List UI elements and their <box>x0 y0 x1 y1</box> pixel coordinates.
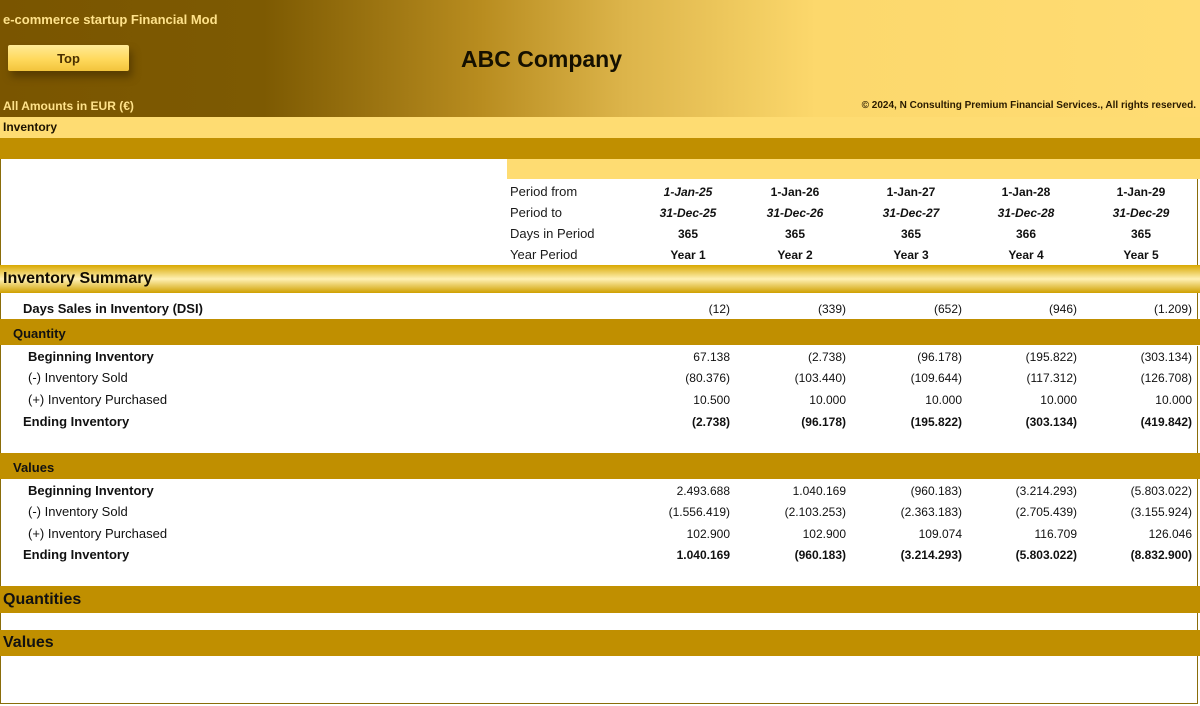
val-ending-y1: 1.040.169 <box>676 548 730 562</box>
values-bottom-title: Values <box>3 634 54 651</box>
qty-ending-y3: (195.822) <box>910 415 962 429</box>
dsi-label: Days Sales in Inventory (DSI) <box>23 301 203 316</box>
dsi-y2: (339) <box>817 302 846 316</box>
val-purchased-y5: 126.046 <box>1148 527 1192 541</box>
qty-sold-y2: (103.440) <box>794 371 846 385</box>
qty-beginning-y3: (96.178) <box>917 350 962 364</box>
val-beginning-y3: (960.183) <box>910 484 962 498</box>
col3-year: Year 3 <box>893 248 929 262</box>
val-beginning-label: Beginning Inventory <box>28 483 154 498</box>
col4-year: Year 4 <box>1008 248 1044 262</box>
val-sold-y2: (2.103.253) <box>784 505 846 519</box>
qty-ending-y4: (303.134) <box>1025 415 1077 429</box>
col3-days: 365 <box>900 227 922 241</box>
values-title: Values <box>13 460 55 475</box>
inventory-summary-title: Inventory Summary <box>3 270 153 287</box>
copyright-note: © 2024, N Consulting Premium Financial Services., All rights reserved. <box>861 100 1196 111</box>
top-button[interactable]: Top <box>8 45 129 71</box>
val-ending-label: Ending Inventory <box>23 547 130 562</box>
col4-days: 366 <box>1015 227 1037 241</box>
val-beginning-y5: (5.803.022) <box>1130 484 1192 498</box>
qty-sold-y3: (109.644) <box>910 371 962 385</box>
quantity-band <box>0 319 1200 345</box>
qty-sold-y4: (117.312) <box>1026 371 1077 385</box>
val-sold-y5: (3.155.924) <box>1130 505 1192 519</box>
col4-from: 1-Jan-28 <box>1001 185 1051 199</box>
year-label: Year Period <box>510 247 578 262</box>
qty-ending-y2: (96.178) <box>801 415 846 429</box>
qty-beginning-y5: (303.134) <box>1140 350 1192 364</box>
col5-year: Year 5 <box>1123 248 1159 262</box>
header-strip <box>507 159 1200 179</box>
val-sold-y3: (2.363.183) <box>900 505 962 519</box>
val-purchased-y3: 109.074 <box>918 527 962 541</box>
qty-sold-y5: (126.708) <box>1140 371 1192 385</box>
values-bottom-band <box>0 630 1200 656</box>
col1-days: 365 <box>677 227 699 241</box>
val-purchased-y2: 102.900 <box>802 527 846 541</box>
dsi-y4: (946) <box>1048 302 1077 316</box>
qty-purchased-y4: 10.000 <box>1040 393 1077 407</box>
qty-purchased-y2: 10.000 <box>809 393 846 407</box>
val-purchased-y4: 116.709 <box>1034 527 1077 541</box>
qty-beginning-y1: 67.138 <box>693 350 730 364</box>
val-ending-y5: (8.832.900) <box>1130 548 1192 562</box>
val-beginning-y2: 1.040.169 <box>792 484 846 498</box>
qty-purchased-y5: 10.000 <box>1155 393 1192 407</box>
inventory-summary-header <box>0 265 1200 293</box>
val-beginning-y4: (3.214.293) <box>1015 484 1077 498</box>
col2-from: 1-Jan-26 <box>770 185 820 199</box>
quantity-title: Quantity <box>13 326 66 341</box>
col5-from: 1-Jan-29 <box>1116 185 1166 199</box>
period-to-label: Period to <box>510 205 563 220</box>
val-purchased-y1: 102.900 <box>686 527 730 541</box>
period-from-label: Period from <box>510 184 578 199</box>
col1-to: 31-Dec-25 <box>659 206 717 220</box>
col2-year: Year 2 <box>777 248 813 262</box>
val-beginning-y1: 2.493.688 <box>676 484 730 498</box>
quantities-band <box>0 586 1200 613</box>
col3-to: 31-Dec-27 <box>882 206 940 220</box>
val-sold-label: (-) Inventory Sold <box>28 504 128 519</box>
col2-days: 365 <box>784 227 806 241</box>
qty-ending-label: Ending Inventory <box>23 414 130 429</box>
sheet-title-bar <box>0 117 1200 138</box>
col1-from: 1-Jan-25 <box>663 185 713 199</box>
col4-to: 31-Dec-28 <box>997 206 1055 220</box>
qty-sold-label: (-) Inventory Sold <box>28 370 128 385</box>
values-band <box>0 453 1200 479</box>
sheet-header <box>0 0 1200 117</box>
val-ending-y4: (5.803.022) <box>1015 548 1077 562</box>
val-ending-y3: (3.214.293) <box>900 548 962 562</box>
qty-ending-y1: (2.738) <box>691 415 730 429</box>
qty-purchased-y3: 10.000 <box>925 393 962 407</box>
period-header <box>507 179 1200 265</box>
val-sold-y1: (1.556.419) <box>668 505 730 519</box>
val-ending-y2: (960.183) <box>794 548 846 562</box>
dsi-y5: (1.209) <box>1153 302 1192 316</box>
col5-to: 31-Dec-29 <box>1112 206 1170 220</box>
divider <box>236 345 1200 346</box>
sheet-title: Inventory <box>3 120 58 134</box>
dsi-y1: (12) <box>708 302 730 316</box>
dsi-y3: (652) <box>933 302 962 316</box>
qty-purchased-y1: 10.500 <box>693 393 730 407</box>
app-title: e-commerce startup Financial Mod <box>3 12 218 27</box>
gold-band <box>0 138 1200 159</box>
currency-note: All Amounts in EUR (€) <box>3 99 134 113</box>
col2-to: 31-Dec-26 <box>766 206 824 220</box>
qty-beginning-y2: (2.738) <box>807 350 846 364</box>
val-sold-y4: (2.705.439) <box>1015 505 1077 519</box>
qty-beginning-y4: (195.822) <box>1025 350 1077 364</box>
qty-purchased-label: (+) Inventory Purchased <box>28 392 168 407</box>
val-purchased-label: (+) Inventory Purchased <box>28 526 168 541</box>
qty-beginning-label: Beginning Inventory <box>28 349 154 364</box>
qty-ending-y5: (419.842) <box>1140 415 1192 429</box>
qty-sold-y1: (80.376) <box>685 371 730 385</box>
col3-from: 1-Jan-27 <box>886 185 936 199</box>
company-name: ABC Company <box>461 46 623 72</box>
col5-days: 365 <box>1130 227 1152 241</box>
col1-year: Year 1 <box>670 248 706 262</box>
quantities-title: Quantities <box>3 591 82 608</box>
days-label: Days in Period <box>510 226 595 241</box>
